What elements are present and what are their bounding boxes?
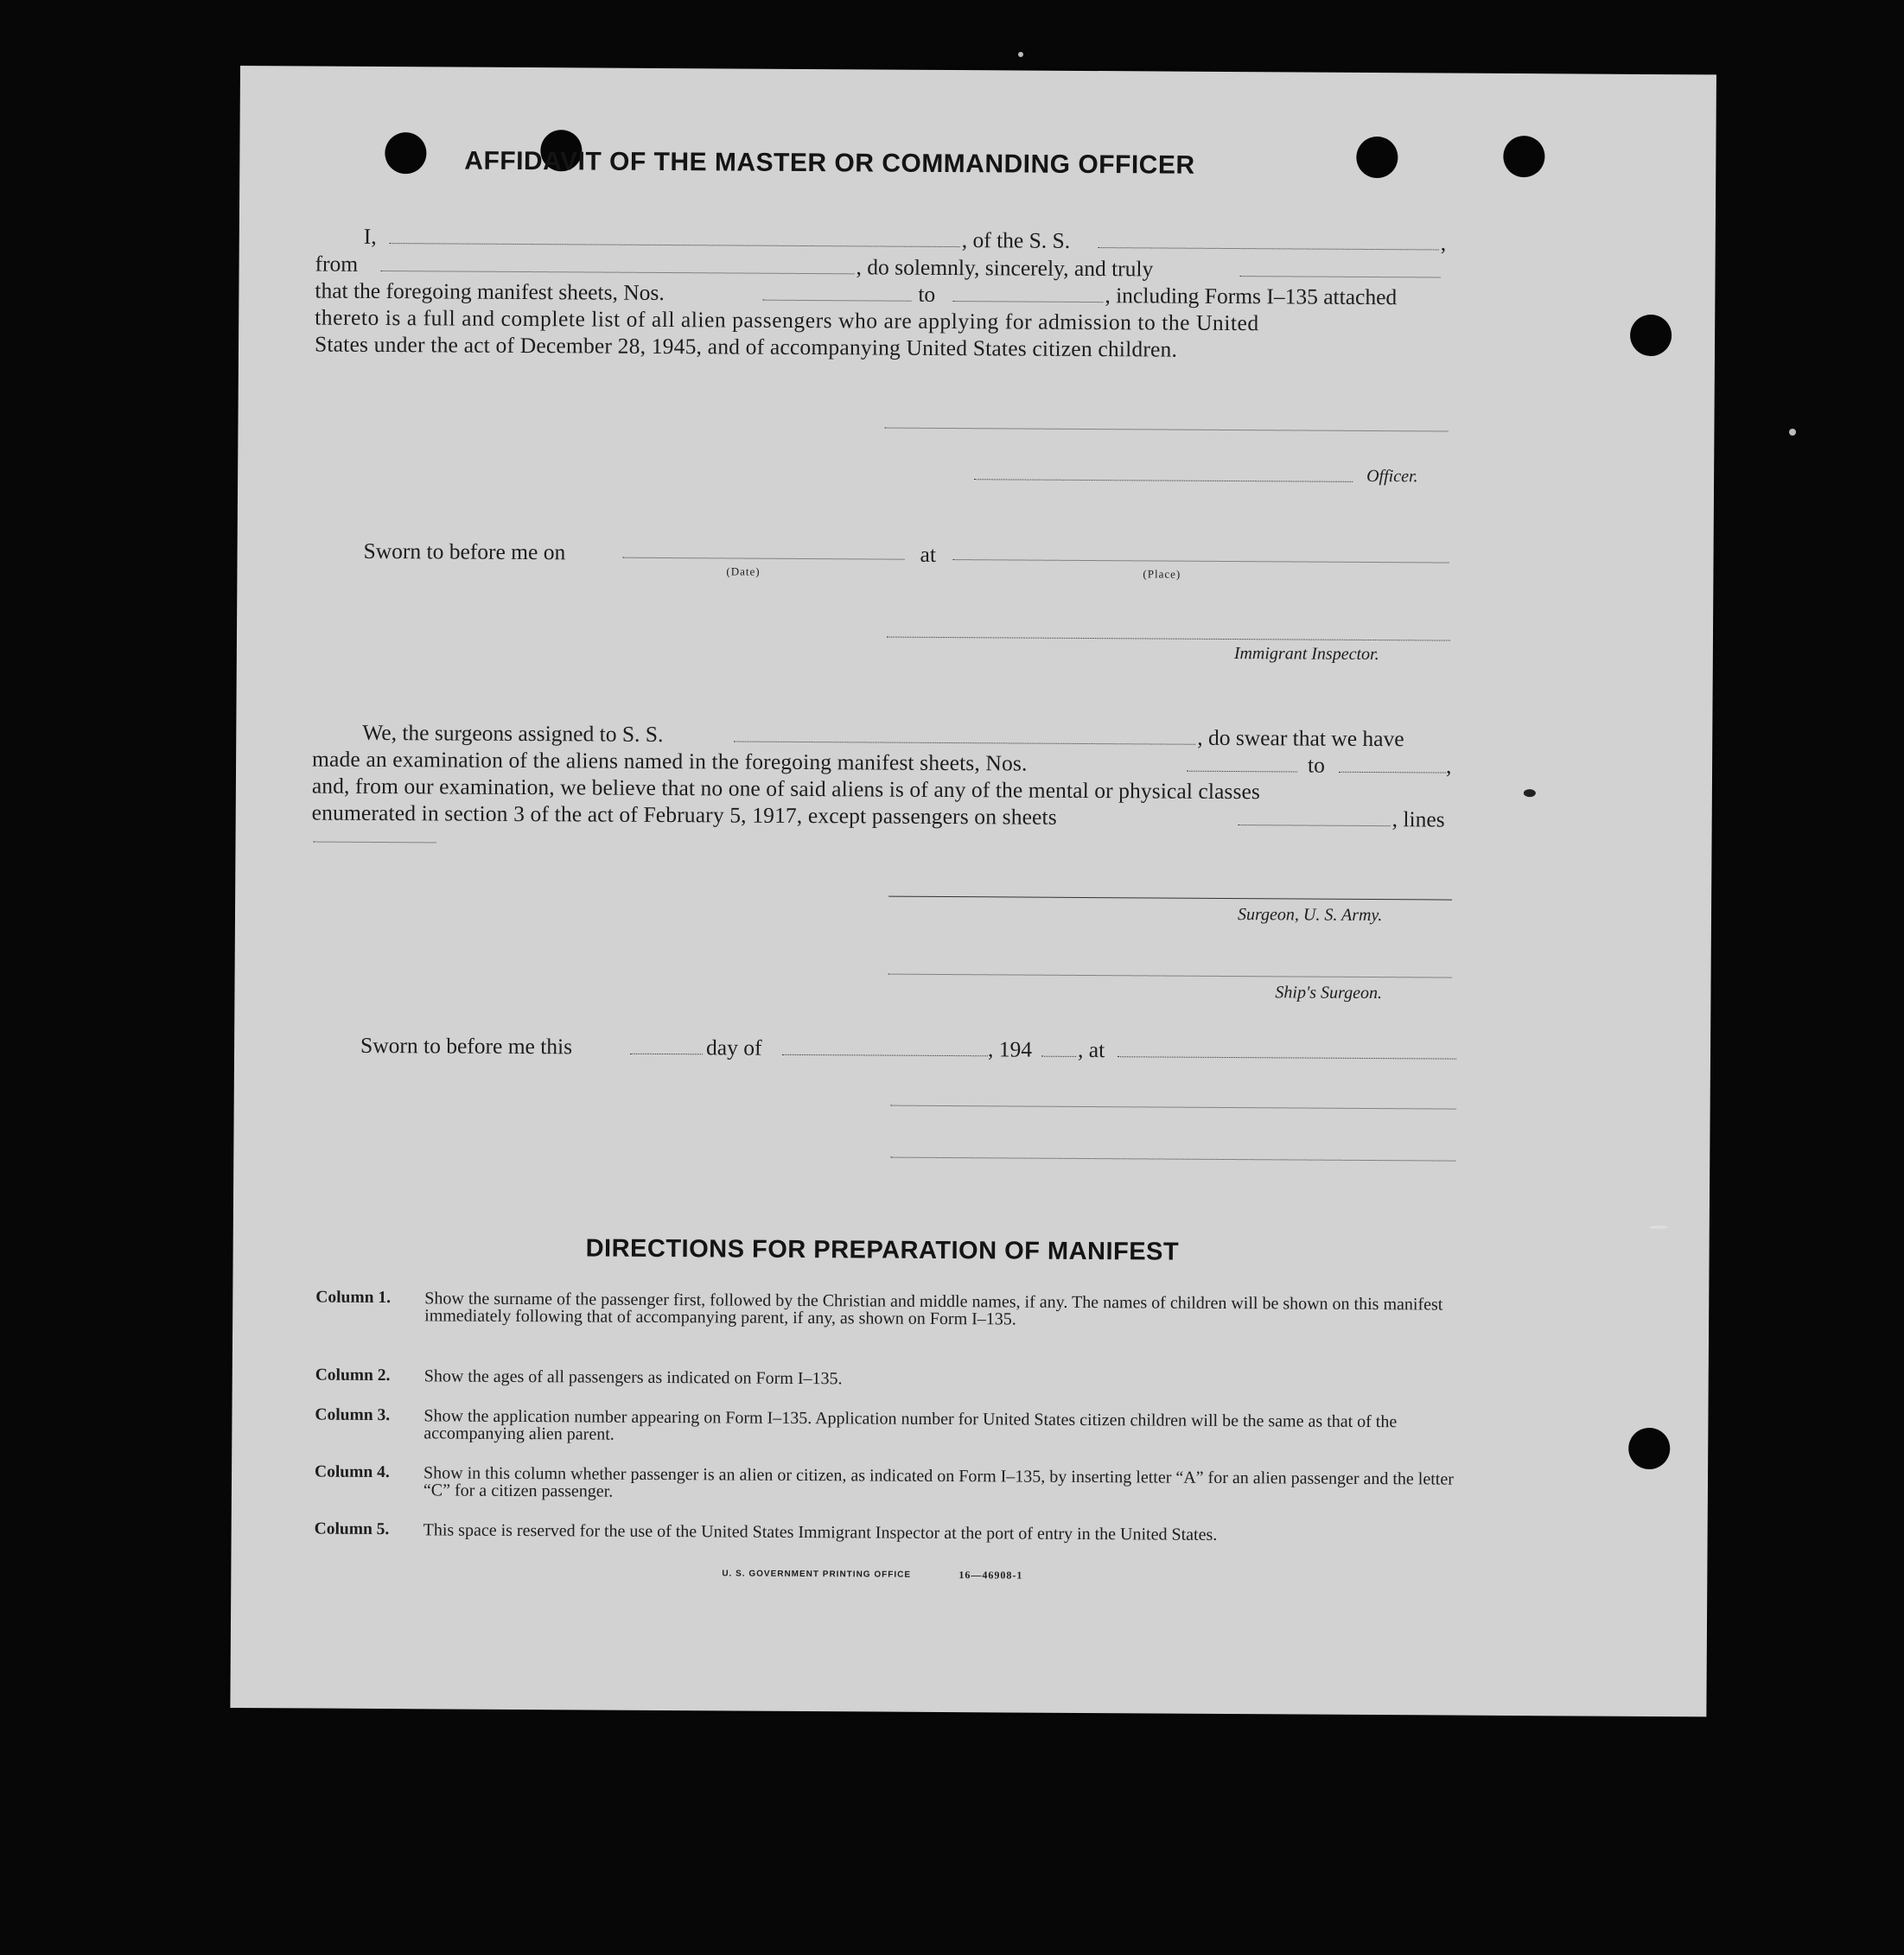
dust-speck bbox=[1018, 52, 1023, 57]
sworn2-year-field[interactable] bbox=[1041, 1056, 1076, 1057]
punch-hole bbox=[1630, 315, 1672, 356]
directions-title: DIRECTIONS FOR PREPARATION OF MANIFEST bbox=[585, 1234, 1180, 1266]
affidavit-solemnly: , do solemnly, sincerely, and truly bbox=[856, 254, 1154, 282]
column-4-label: Column 4. bbox=[314, 1462, 390, 1482]
sworn2-day-of: day of bbox=[705, 1035, 762, 1060]
ship-surgeon-signature-line[interactable] bbox=[888, 974, 1452, 978]
column-3-label: Column 3. bbox=[315, 1405, 391, 1425]
officer-title-line[interactable] bbox=[974, 479, 1353, 482]
sworn2-year: , 194 bbox=[987, 1036, 1033, 1062]
dust-speck bbox=[1649, 1226, 1668, 1229]
surgeons-line3: and, from our examination, we believe that no one of said aliens is of any of the mental or physical classes bbox=[311, 773, 1261, 805]
sworn-at: at bbox=[920, 541, 937, 567]
surgeons-line1b: , do swear that we have bbox=[1197, 724, 1404, 752]
ship-name-field[interactable] bbox=[1098, 247, 1439, 250]
surgeons-line1a: We, the surgeons assigned to S. S. bbox=[362, 719, 664, 748]
officer-label: Officer. bbox=[1366, 466, 1418, 487]
date-caption: (Date) bbox=[726, 564, 761, 578]
sworn2-text: Sworn to before me this bbox=[360, 1032, 573, 1060]
sheet-from-field[interactable] bbox=[762, 300, 911, 302]
affidavit-line3a: that the foregoing manifest sheets, Nos. bbox=[315, 277, 665, 306]
sworn2-month-field[interactable] bbox=[782, 1054, 988, 1056]
sworn-before-me-on: Sworn to before me on bbox=[363, 538, 566, 565]
affidavit-title: AFFIDAVIT OF THE MASTER OR COMMANDING OFFICER bbox=[464, 146, 1195, 180]
affidavit-of-ss: , of the S. S. bbox=[961, 227, 1071, 253]
form-code: 16—46908-1 bbox=[958, 1569, 1023, 1582]
affidavit-comma: , bbox=[1440, 230, 1447, 256]
column-5-text: This space is reserved for the use of the United States Immigrant Inspector at the port of entry in the United States. bbox=[423, 1520, 1218, 1544]
surgeons-sheet-from-field[interactable] bbox=[1187, 771, 1297, 773]
column-2-label: Column 2. bbox=[315, 1366, 391, 1385]
surgeons-sheet-to-field[interactable] bbox=[1339, 772, 1446, 774]
sworn2-signature-line-1[interactable] bbox=[891, 1105, 1456, 1110]
army-surgeon-label: Surgeon, U. S. Army. bbox=[1237, 905, 1383, 926]
affidavit-line4: thereto is a full and complete list of all alien passengers who are applying for admission to the United bbox=[315, 304, 1259, 336]
sworn-date-field[interactable] bbox=[623, 557, 905, 560]
excepted-sheets-field[interactable] bbox=[1239, 825, 1391, 826]
affidavit-from: from bbox=[315, 251, 359, 277]
sworn2-place-field[interactable] bbox=[1118, 1056, 1456, 1059]
surgeons-line4a: enumerated in section 3 of the act of February 5, 1917, except passengers on sheets bbox=[311, 799, 1057, 830]
punch-hole bbox=[1503, 136, 1544, 177]
column-4-text: Show in this column whether passenger is an alien or citizen, as indicated on Form I–135, by inserting letter “A” for an alien passenger and the letter “C” for a citizen passenger. bbox=[423, 1463, 1454, 1501]
column-5-label: Column 5. bbox=[314, 1519, 390, 1539]
punch-hole bbox=[1628, 1428, 1670, 1469]
surgeons-line2c: , bbox=[1445, 753, 1452, 779]
port-from-field[interactable] bbox=[381, 271, 855, 274]
dust-speck bbox=[1789, 429, 1796, 436]
printer-credit: U. S. GOVERNMENT PRINTING OFFICE bbox=[722, 1569, 912, 1580]
affidavit-line5: States under the act of December 28, 1945, and of accompanying United States citizen children. bbox=[314, 331, 1178, 362]
officer-signature-line[interactable] bbox=[884, 428, 1448, 432]
punch-hole bbox=[385, 132, 426, 174]
surgeons-line2b: to bbox=[1307, 752, 1326, 778]
punch-hole bbox=[1356, 137, 1398, 178]
affidavit-to: to bbox=[918, 281, 936, 307]
surgeons-ship-field[interactable] bbox=[734, 742, 1195, 745]
affidavit-i: I, bbox=[363, 223, 377, 249]
affidavit-line3b: , including Forms I–135 attached bbox=[1105, 283, 1398, 310]
sworn2-signature-line-2[interactable] bbox=[890, 1157, 1455, 1162]
place-caption: (Place) bbox=[1143, 567, 1181, 581]
surgeons-line2a: made an examination of the aliens named in the foregoing manifest sheets, Nos. bbox=[312, 746, 1028, 776]
inspector-label: Immigrant Inspector. bbox=[1233, 644, 1379, 665]
sworn2-day-field[interactable] bbox=[630, 1054, 703, 1055]
column-1-label: Column 1. bbox=[315, 1288, 392, 1308]
oath-field[interactable] bbox=[1240, 276, 1441, 277]
sworn-place-field[interactable] bbox=[953, 559, 1449, 564]
inspector-signature-line[interactable] bbox=[887, 637, 1450, 641]
excepted-lines-field[interactable] bbox=[314, 842, 436, 844]
name-field[interactable] bbox=[390, 243, 960, 247]
column-2-text: Show the ages of all passengers as indicated on Form I–135. bbox=[423, 1366, 843, 1389]
sheet-to-field[interactable] bbox=[952, 301, 1103, 302]
form-sheet bbox=[230, 66, 1716, 1716]
army-surgeon-signature-line[interactable] bbox=[888, 896, 1452, 901]
column-3-text: Show the application number appearing on Form I–135. Application number for United States citizen children will be the same as that of the accompanying alien parent. bbox=[423, 1406, 1398, 1444]
column-1-text: Show the surname of the passenger first, followed by the Christian and middle names, if any. The names of children will be shown on this manifest immediately following that of accompanying parent, if any, as shown on Form I–135. bbox=[424, 1289, 1443, 1329]
ship-surgeon-label: Ship's Surgeon. bbox=[1275, 983, 1383, 1003]
paper-speck bbox=[1524, 789, 1536, 797]
surgeons-line4b: , lines bbox=[1391, 806, 1445, 832]
sworn2-at: , at bbox=[1077, 1036, 1105, 1063]
